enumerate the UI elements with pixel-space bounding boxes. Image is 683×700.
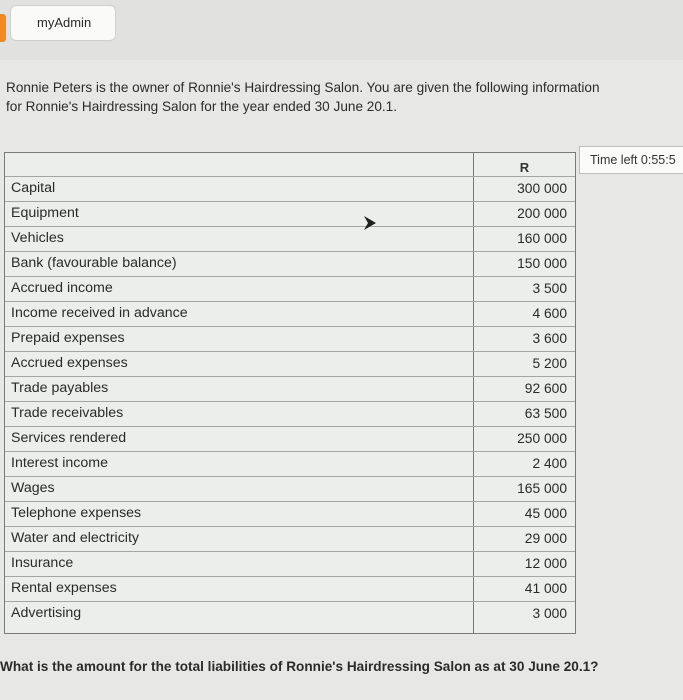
row-value: 41 000 — [524, 581, 567, 596]
row-value: 2 400 — [532, 456, 567, 471]
row-label: Equipment — [11, 205, 79, 221]
row-label: Wages — [11, 480, 55, 496]
row-label: Vehicles — [11, 230, 64, 246]
table-row — [5, 551, 575, 576]
row-label: Accrued income — [11, 280, 113, 296]
row-value: 3 000 — [532, 606, 567, 621]
table-row — [5, 476, 575, 501]
row-label: Bank (favourable balance) — [11, 255, 177, 271]
row-label: Prepaid expenses — [11, 330, 125, 346]
row-label: Capital — [11, 180, 56, 196]
mouse-pointer-icon — [362, 213, 378, 233]
row-value: 250 000 — [517, 431, 567, 446]
table-row — [5, 501, 575, 526]
table-row — [5, 351, 575, 376]
table-row — [5, 326, 575, 351]
table-row — [5, 276, 575, 301]
table-row — [5, 301, 575, 326]
table-row — [5, 401, 575, 426]
row-value: 5 200 — [532, 356, 567, 371]
row-value: 3 500 — [532, 281, 567, 296]
row-value: 45 000 — [524, 506, 567, 521]
row-value: 300 000 — [517, 181, 567, 196]
table-row — [5, 226, 575, 251]
row-value: 200 000 — [517, 206, 567, 221]
table-row — [5, 451, 575, 476]
intro-line-1: Ronnie Peters is the owner of Ronnie's Hairdressing Salon. You are given the following information — [6, 80, 600, 95]
row-value: 150 000 — [517, 256, 567, 271]
row-label: Services rendered — [11, 430, 127, 446]
myadmin-tab[interactable]: myAdmin — [10, 5, 116, 41]
top-bar — [0, 0, 683, 60]
row-value: 3 600 — [532, 331, 567, 346]
row-label: Trade payables — [11, 380, 109, 396]
row-label: Water and electricity — [11, 530, 139, 546]
amount-column-header: R — [519, 160, 530, 175]
row-label: Telephone expenses — [11, 505, 142, 521]
table-row — [5, 176, 575, 201]
table-row — [5, 201, 575, 226]
row-value: 4 600 — [532, 306, 567, 321]
intro-line-2: for Ronnie's Hairdressing Salon for the year ended 30 June 20.1. — [6, 99, 398, 114]
row-label: Trade receivables — [11, 405, 124, 421]
row-value: 29 000 — [524, 531, 567, 546]
table-row — [5, 376, 575, 401]
row-value: 92 600 — [524, 381, 567, 396]
row-label: Rental expenses — [11, 580, 117, 596]
table-row — [5, 576, 575, 601]
table-row — [5, 426, 575, 451]
question-intro — [6, 78, 683, 116]
table-row — [5, 601, 575, 626]
row-label: Advertising — [11, 605, 82, 621]
brand-accent-strip — [0, 14, 6, 42]
row-label: Income received in advance — [11, 305, 188, 321]
row-label: Interest income — [11, 455, 108, 471]
table-row — [5, 251, 575, 276]
row-value: 63 500 — [524, 406, 567, 421]
row-value: 165 000 — [517, 481, 567, 496]
row-value: 12 000 — [524, 556, 567, 571]
information-table — [4, 152, 576, 634]
time-left-indicator: Time left 0:55:5 — [579, 146, 683, 174]
table-row — [5, 526, 575, 551]
row-value: 160 000 — [517, 231, 567, 246]
question-prompt: What is the amount for the total liabilities of Ronnie's Hairdressing Salon as at 30 June 20.1? — [0, 659, 599, 674]
row-label: Insurance — [11, 555, 74, 571]
row-label: Accrued expenses — [11, 355, 128, 371]
